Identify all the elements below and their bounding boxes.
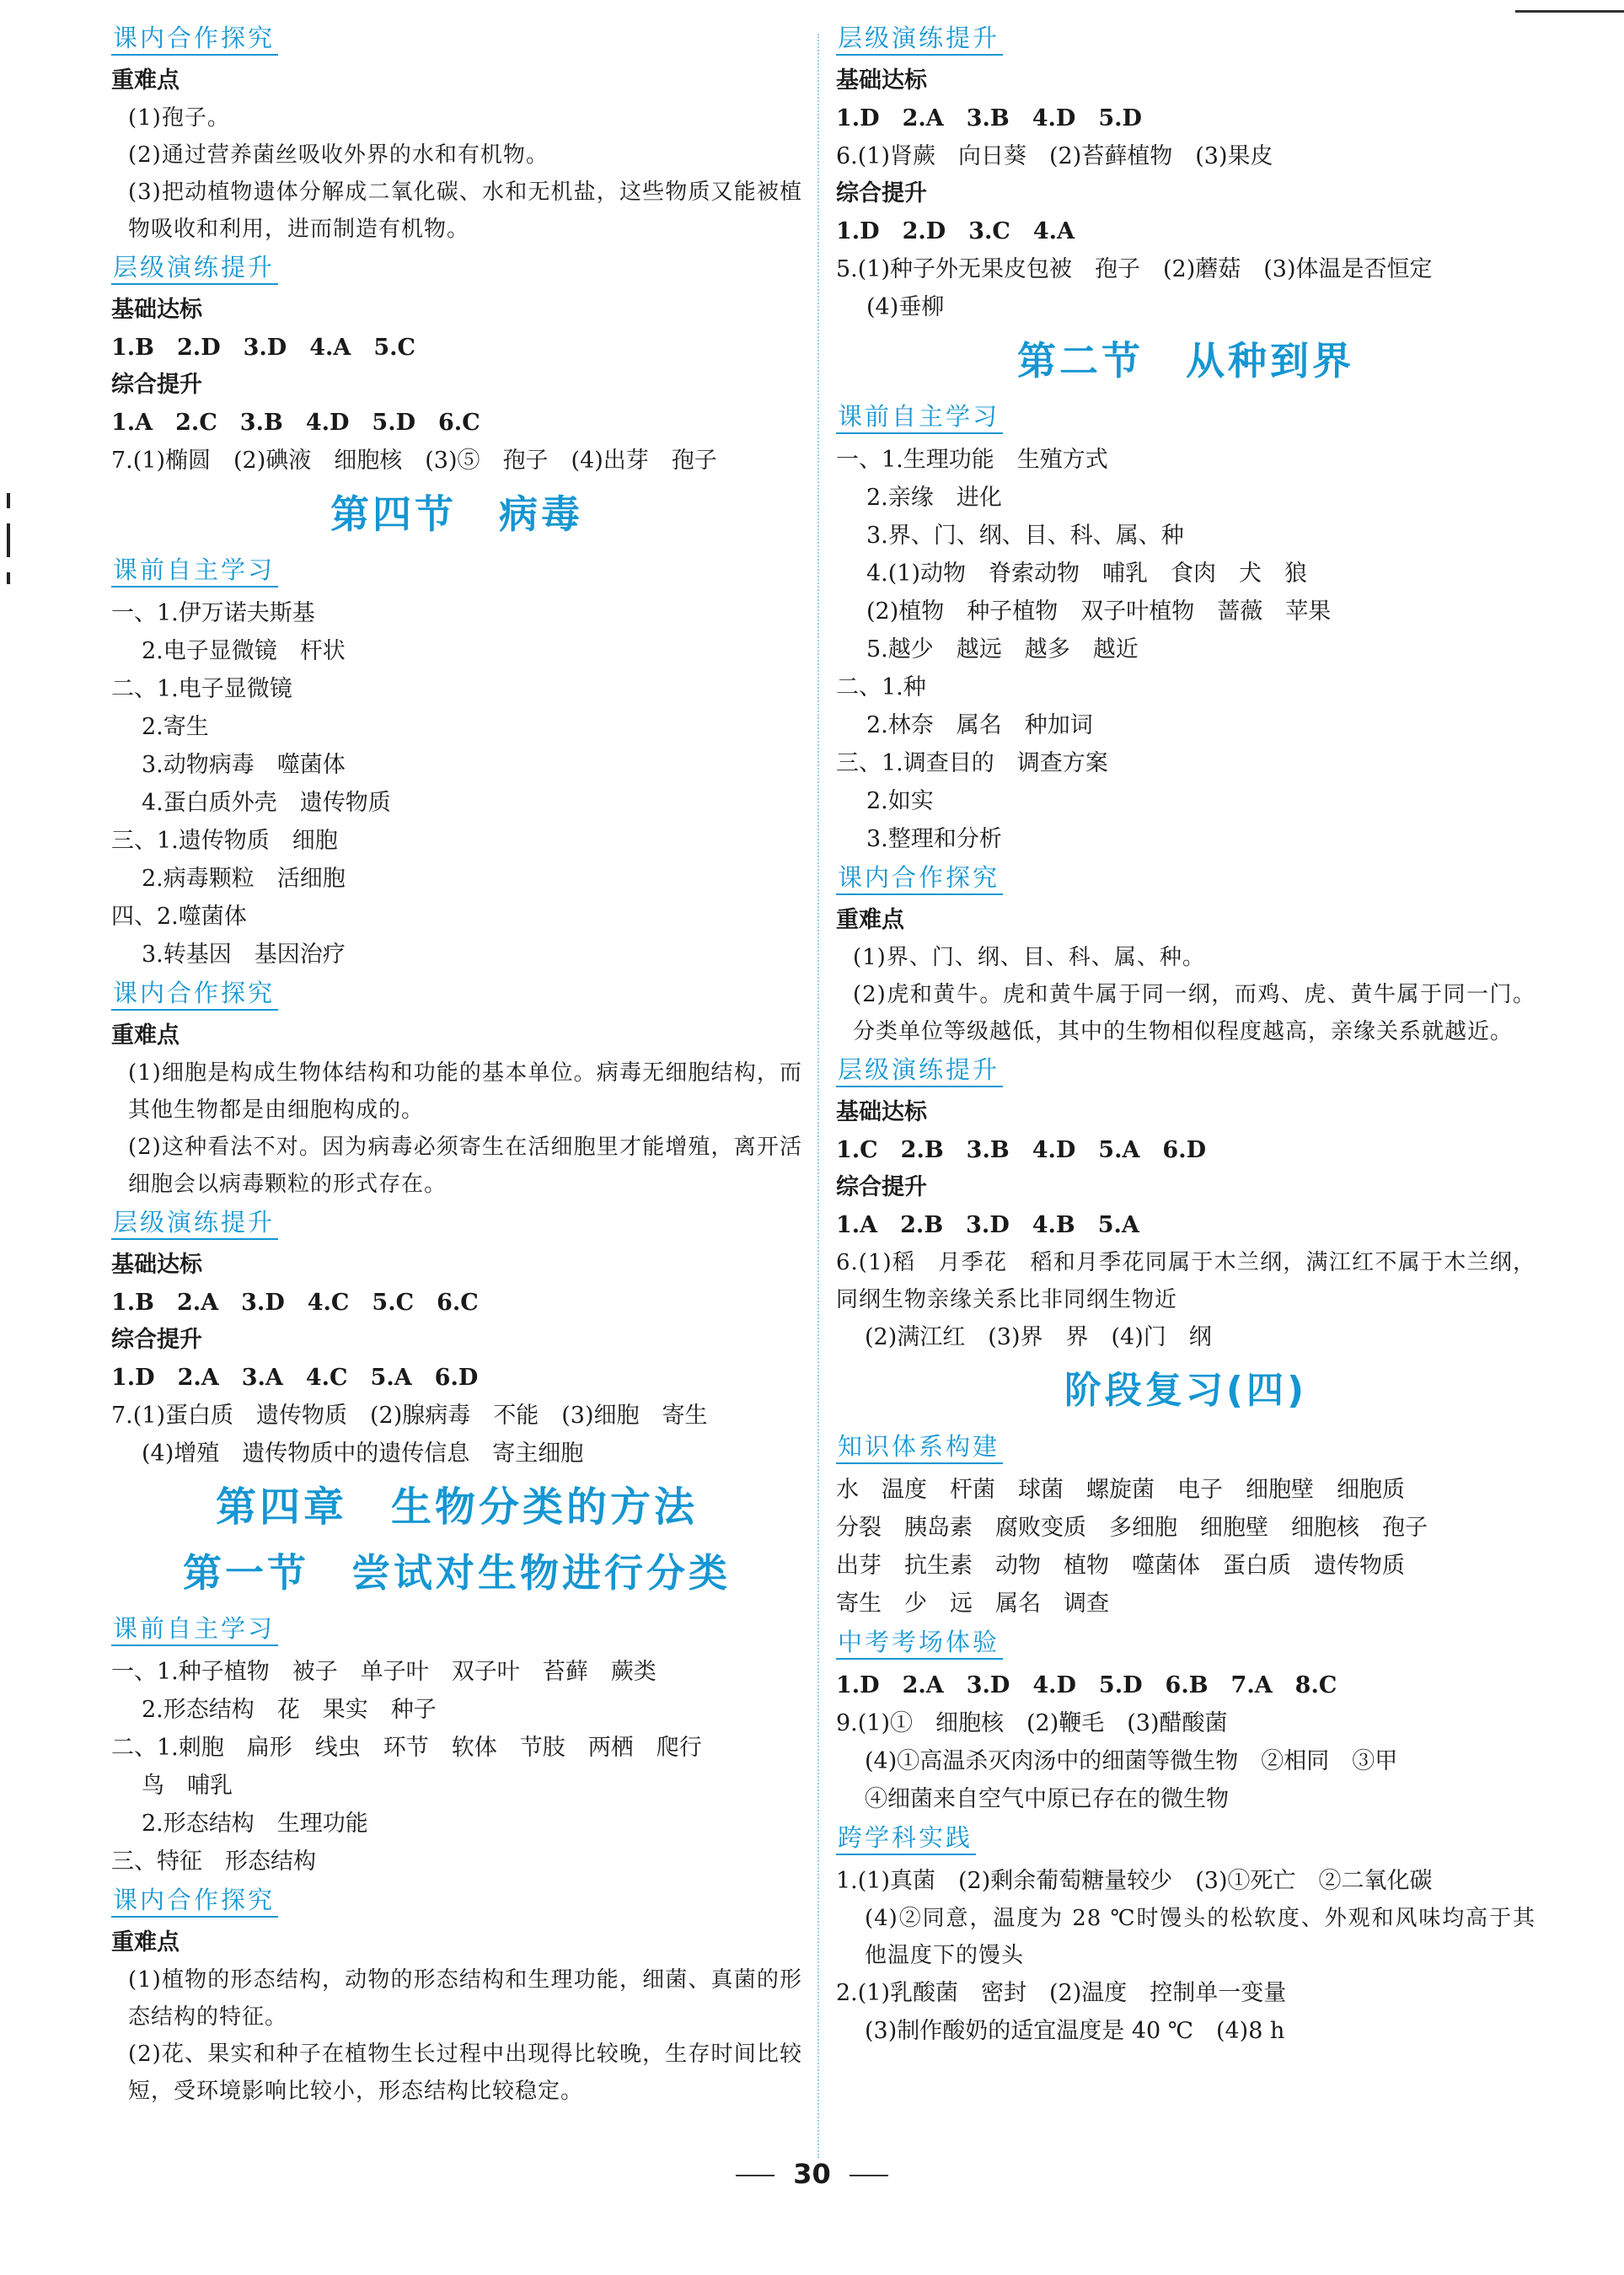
list-item: 2.亲缘 进化 (866, 485, 1002, 511)
list-item: 2.电子显微镜 杆状 (142, 638, 346, 664)
answer-line: 6.(1)稻 月季花 稻和月季花同属于木兰纲，满江红不属于木兰纲，同纲生物亲缘关系比非同纲生物近 (836, 1250, 1536, 1312)
explanation-line: (1)细胞是构成生物体结构和功能的基本单位。病毒无细胞结构，而其他生物都是由细胞构成的。 (128, 1060, 802, 1123)
lesson-heading: 第四节 病毒 (330, 491, 583, 537)
explanation-line: (3)把动植物遗体分解成二氧化碳、水和无机盐，这些物质又能被植物吸收和利用，进而制造有机物。 (128, 180, 802, 242)
right-column (836, 19, 1536, 2050)
list-item: 3.转基因 基因治疗 (142, 942, 346, 968)
list-item: 2.寄生 (142, 714, 209, 740)
list-item: 四、2.噬菌体 (111, 904, 247, 930)
explanation (111, 1961, 802, 2110)
answer-line: 2.(1)乳酸菌 密封 (2)温度 控制单一变量 (836, 1980, 1287, 2006)
explanation (836, 1244, 1536, 1318)
list-item: 一、1.生理功能 生殖方式 (836, 447, 1108, 473)
page-number-dash (850, 2175, 888, 2176)
answer-line: (4)垂柳 (866, 294, 945, 320)
section-title: 层级演练提升 (111, 253, 278, 285)
section-title: 中考考场体验 (836, 1628, 1003, 1660)
list-item: 二、1.电子显微镜 (111, 676, 292, 702)
explanation (111, 99, 802, 248)
section-title: 课前自主学习 (111, 1614, 278, 1646)
list-item: 5.越少 越远 越多 越近 (866, 636, 1139, 663)
explanation-line: (1)界、门、纲、目、科、属、种。 (853, 945, 1205, 970)
answer-line: 6.(1)肾蕨 向日葵 (2)苔藓植物 (3)果皮 (836, 143, 1273, 169)
list-item: 鸟 哺乳 (142, 1773, 233, 1799)
section-title: 层级演练提升 (836, 1055, 1003, 1087)
subheading: 综合提升 (836, 180, 927, 207)
list-item: 水 温度 杆菌 球菌 螺旋菌 电子 细胞壁 细胞质 (836, 1477, 1405, 1503)
answer-line: 1.B 2.D 3.D 4.A 5.C (111, 335, 416, 361)
answer-line: 1.D 2.A 3.A 4.C 5.A 6.D (111, 1365, 479, 1391)
list-item: 出芽 抗生素 动物 植物 噬菌体 蛋白质 遗传物质 (836, 1553, 1405, 1579)
list-item: 2.形态结构 生理功能 (142, 1811, 368, 1837)
list-item: 4.(1)动物 脊索动物 哺乳 食肉 犬 狼 (866, 561, 1308, 587)
section-title: 层级演练提升 (836, 24, 1003, 56)
list-item: 三、特征 形态结构 (111, 1848, 316, 1875)
explanation-line: (1)孢子。 (128, 105, 230, 131)
list-item: 三、1.遗传物质 细胞 (111, 828, 338, 854)
answer-line: 9.(1)① 细胞核 (2)鞭毛 (3)醋酸菌 (836, 1710, 1228, 1736)
explanation-line: (2)通过营养菌丝吸收外界的水和有机物。 (128, 142, 549, 168)
answer-line: 1.A 2.C 3.B 4.D 5.D 6.C (111, 410, 480, 436)
answer-line: 1.(1)真菌 (2)剩余葡萄糖量较少 (3)①死亡 ②二氧化碳 (836, 1868, 1433, 1894)
page-number-dash (736, 2175, 774, 2176)
subheading: 基础达标 (836, 1099, 927, 1125)
page-number (0, 2158, 1624, 2190)
subheading: 重难点 (836, 907, 904, 933)
left-column (111, 19, 802, 2110)
page-number-text: 30 (793, 2158, 831, 2190)
list-item: 三、1.调查目的 调查方案 (836, 750, 1108, 776)
section-title: 课前自主学习 (111, 555, 278, 588)
subheading: 重难点 (111, 1929, 180, 1956)
answer-line: 1.D 2.A 3.D 4.D 5.D 6.B 7.A 8.C (836, 1672, 1337, 1698)
answer-line: 1.D 2.D 3.C 4.A (836, 218, 1075, 244)
column-divider (817, 34, 819, 2158)
section-title: 课内合作探究 (111, 979, 278, 1011)
answer-line: 1.D 2.A 3.B 4.D 5.D (836, 105, 1142, 131)
list-item: (2)植物 种子植物 双子叶植物 蔷薇 苹果 (866, 598, 1332, 625)
answer-line: 5.(1)种子外无果皮包被 孢子 (2)蘑菇 (3)体温是否恒定 (836, 256, 1433, 282)
explanation-line: (2)花、果实和种子在植物生长过程中出现得比较晚，生存时间比较短，受环境影响比较小，形态结构比较稳定。 (128, 2042, 802, 2104)
answer-line: 7.(1)椭圆 (2)碘液 细胞核 (3)⑤ 孢子 (4)出芽 孢子 (111, 448, 717, 474)
review-heading: 阶段复习(四) (1064, 1369, 1308, 1412)
list-item: 二、1.种 (836, 674, 926, 700)
answer-line: 7.(1)蛋白质 遗传物质 (2)腺病毒 不能 (3)细胞 寄生 (111, 1403, 708, 1429)
answer-line: ④细菌来自空气中原已存在的微生物 (865, 1786, 1229, 1812)
lesson-heading: 第一节 尝试对生物进行分类 (183, 1550, 731, 1596)
list-item: 二、1.刺胞 扁形 线虫 环节 软体 节肢 两栖 爬行 (111, 1735, 702, 1761)
explanation-line: (2)这种看法不对。因为病毒必须寄生在活细胞里才能增殖，离开活细胞会以病毒颗粒的形式存在。 (128, 1135, 802, 1197)
answer-line: (4)增殖 遗传物质中的遗传信息 寄主细胞 (142, 1441, 584, 1467)
answer-line: 1.B 2.A 3.D 4.C 5.C 6.C (111, 1290, 479, 1316)
top-rule (1515, 0, 1624, 13)
answer-line: (2)满江红 (3)界 界 (4)门 纲 (865, 1324, 1212, 1350)
section-title: 知识体系构建 (836, 1432, 1003, 1464)
section-title: 跨学科实践 (836, 1823, 976, 1855)
list-item: 一、1.种子植物 被子 单子叶 双子叶 苔藓 蕨类 (111, 1659, 657, 1685)
list-item: 2.林奈 属名 种加词 (866, 712, 1093, 738)
list-item: 2.病毒颗粒 活细胞 (142, 866, 346, 892)
list-item: 一、1.伊万诺夫斯基 (111, 600, 315, 626)
subheading: 基础达标 (111, 1252, 202, 1278)
answer-line: (3)制作酸奶的适宜温度是 40 ℃ (4)8 h (865, 2018, 1285, 2044)
subheading: 综合提升 (111, 372, 202, 398)
binding-marks (7, 493, 12, 603)
list-item: 分裂 胰岛素 腐败变质 多细胞 细胞壁 细胞核 孢子 (836, 1515, 1428, 1541)
subheading: 重难点 (111, 67, 180, 94)
list-item: 2.如实 (866, 788, 934, 814)
chapter-heading: 第四章 生物分类的方法 (215, 1484, 698, 1531)
section-title: 课内合作探究 (111, 24, 278, 56)
section-title: 课内合作探究 (111, 1886, 278, 1918)
explanation (836, 939, 1536, 1050)
subheading: 综合提升 (111, 1327, 202, 1353)
explanation (111, 1054, 802, 1203)
subheading: 重难点 (111, 1022, 180, 1049)
section-title: 层级演练提升 (111, 1208, 278, 1240)
subheading: 基础达标 (836, 67, 927, 94)
list-item: 2.形态结构 花 果实 种子 (142, 1697, 437, 1723)
answer-line: (4)①高温杀灭肉汤中的细菌等微生物 ②相同 ③甲 (865, 1748, 1398, 1774)
answer-line: 1.A 2.B 3.D 4.B 5.A (836, 1212, 1139, 1238)
lesson-heading: 第二节 从种到界 (1017, 338, 1354, 384)
section-title: 课前自主学习 (836, 402, 1003, 434)
subheading: 基础达标 (111, 297, 202, 323)
list-item: 3.动物病毒 噬菌体 (142, 752, 346, 778)
list-item: 寄生 少 远 属名 调查 (836, 1591, 1109, 1617)
explanation (836, 1900, 1536, 1974)
list-item: 4.蛋白质外壳 遗传物质 (142, 790, 391, 816)
answer-line: (4)②同意，温度为 28 ℃时馒头的松软度、外观和风味均高于其他温度下的馒头 (865, 1906, 1536, 1968)
explanation-line: (2)虎和黄牛。虎和黄牛属于同一纲，而鸡、虎、黄牛属于同一门。分类单位等级越低，其中的生物相似程度越高，亲缘关系就越近。 (853, 982, 1536, 1044)
explanation-line: (1)植物的形态结构，动物的形态结构和生理功能，细菌、真菌的形态结构的特征。 (128, 1967, 802, 2030)
list-item: 3.界、门、纲、目、科、属、种 (866, 523, 1184, 549)
section-title: 课内合作探究 (836, 863, 1003, 895)
answer-line: 1.C 2.B 3.B 4.D 5.A 6.D (836, 1137, 1207, 1163)
subheading: 综合提升 (836, 1174, 927, 1200)
list-item: 3.整理和分析 (866, 826, 1002, 852)
